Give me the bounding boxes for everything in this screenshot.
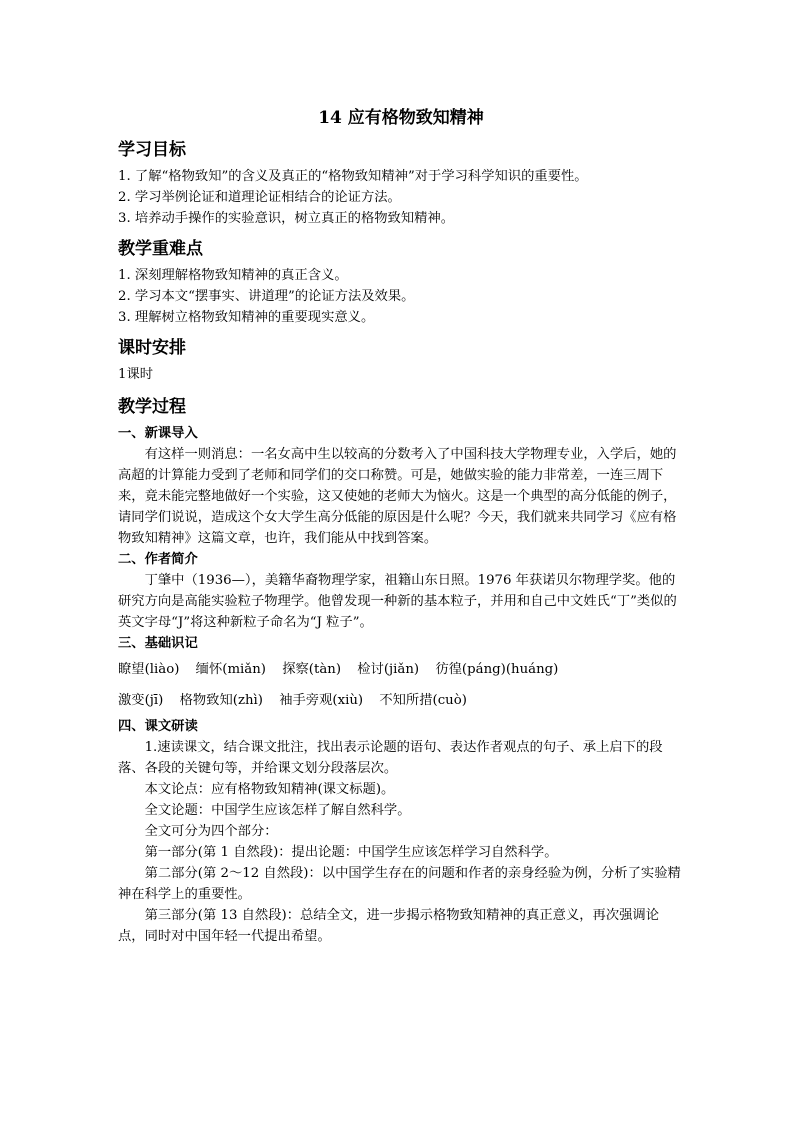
- vocab-item: 缅怀(miǎn): [195, 662, 266, 677]
- study-paragraph: 第三部分(第 13 自然段)：总结全文，进一步揭示格物致知精神的真正意义，再次强调论点，同时对中国年轻一代提出希望。: [118, 908, 660, 944]
- vocab-item: 瞭望(liào): [118, 662, 180, 677]
- vocab-item: 彷徨(páng)(huáng): [435, 662, 559, 677]
- keypoint-item: 2. 学习本文“摆事实、讲道理”的论证方法及效果。: [118, 289, 415, 304]
- study-paragraph: 第一部分(第 1 自然段)：提出论题：中国学生应该怎样学习自然科学。: [144, 845, 558, 860]
- vocab-item: 不知所措(cuò): [379, 693, 467, 708]
- subheading-study: 四、课文研读: [118, 719, 198, 734]
- study-paragraph: 第二部分(第 2～12 自然段)：以中国学生存在的问题和作者的亲身经验为例，分析了实验精神在科学上的重要性。: [118, 866, 681, 902]
- study-paragraph: 本文论点：应有格物致知精神(课文标题)。: [144, 782, 395, 797]
- section-heading-schedule: 课时安排: [118, 338, 186, 358]
- section-heading-process: 教学过程: [118, 397, 186, 417]
- intro-paragraph: 有这样一则消息：一名女高中生以较高的分数考入了中国科技大学物理专业，入学后，她的高超的计算能力受到了老师和同学们的交口称赞。可是，她做实验的能力非常差，一连三周下来，竟未能完整地做好一个实验，这又使她的老师大为恼火。这是一个典型的高分低能的例子，请同学们说说，造成这个女大学生高分低能的原因是什么呢？今天，我们就来共同学习《应有格物致知精神》这篇文章，也许，我们能从中找到答案。: [118, 447, 677, 546]
- goal-item: 2. 学习举例论证和道理论证相结合的论证方法。: [118, 190, 401, 205]
- vocab-row: [118, 654, 684, 685]
- page-title: 14 应有格物致知精神: [318, 108, 484, 128]
- vocab-item: 格物致知(zhì): [179, 693, 263, 708]
- subheading-author: 二、作者简介: [118, 552, 198, 567]
- keypoint-item: 3. 理解树立格物致知精神的重要现实意义。: [118, 310, 375, 325]
- study-paragraph: 全文论题：中国学生应该怎样了解自然科学。: [144, 803, 411, 818]
- author-paragraph: 丁肇中（1936—），美籍华裔物理学家，祖籍山东日照。1976 年获诺贝尔物理学奖。他的研究方向是高能实验粒子物理学。他曾发现一种新的基本粒子，并用和自己中文姓氏“丁”类似的英文字母“J”将这种新粒子命名为“J 粒子”。: [118, 573, 677, 630]
- document-page: [118, 104, 684, 947]
- keypoint-item: 1. 深刻理解格物致知精神的真正含义。: [118, 268, 348, 283]
- vocab-row: [118, 685, 684, 716]
- vocab-item: 检讨(jiǎn): [357, 662, 420, 677]
- section-heading-goals: 学习目标: [118, 140, 186, 160]
- vocab-item: 激变(jī): [118, 693, 164, 708]
- subheading-intro: 一、新课导入: [118, 426, 198, 441]
- vocab-item: 探察(tàn): [282, 662, 342, 677]
- section-heading-keypoints: 教学重难点: [118, 239, 203, 259]
- study-paragraph: 1.速读课文，结合课文批注，找出表示论题的语句、表达作者观点的句子、承上启下的段落、各段的关键句等，并给课文划分段落层次。: [118, 740, 663, 776]
- goal-item: 1. 了解“格物致知”的含义及真正的“格物致知精神”对于学习科学知识的重要性。: [118, 169, 588, 184]
- subheading-vocab: 三、基础识记: [118, 636, 198, 651]
- vocab-item: 袖手旁观(xiù): [279, 693, 364, 708]
- schedule-text: 1课时: [118, 367, 154, 382]
- study-paragraph: 全文可分为四个部分：: [144, 824, 278, 839]
- goal-item: 3. 培养动手操作的实验意识，树立真正的格物致知精神。: [118, 211, 455, 226]
